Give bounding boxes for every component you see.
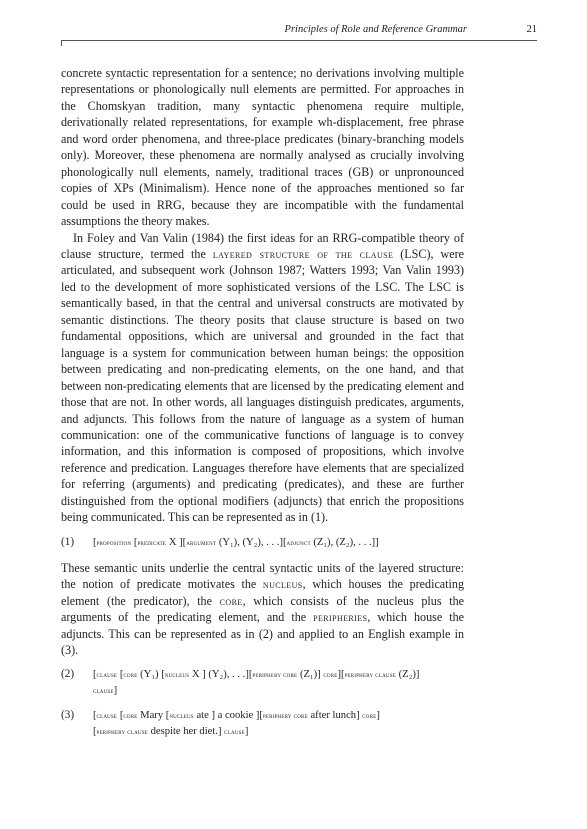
example-2 bbox=[61, 667, 464, 699]
page-number: 21 bbox=[526, 24, 537, 35]
running-header bbox=[61, 20, 537, 38]
example-number: (3) bbox=[61, 709, 75, 722]
paragraph-3: These semantic units underlie the central syntactic units of the layered structure: the notion of predicate motivates the nucleus, which houses the predicating element (the predicator), the core, which consists of the nucleus plus the arguments of the predicating element, and the peripheries, which house the adjuncts. This can be represented as in (2) and applied to an English example in (3). bbox=[61, 560, 465, 657]
example-3 bbox=[61, 708, 464, 740]
main-text bbox=[61, 65, 464, 749]
example-number: (2) bbox=[61, 668, 75, 681]
example-3-bracketing: [clause [core Mary [nucleus ate ] a cookie ][periphery core after lunch] core] [periphery clause despite her diet.] clause] bbox=[93, 710, 380, 738]
running-title: Principles of Role and Reference Grammar bbox=[284, 24, 467, 35]
example-1-bracketing: [proposition [predicate X ][argument (Y₁), (Y₂), . . .][adjunct (Z₁), (Z₂), . . .]] bbox=[93, 536, 379, 548]
example-number: (1) bbox=[61, 535, 75, 548]
term-lsc: layered structure of the clause bbox=[212, 246, 394, 261]
paragraph-2: In Foley and Van Valin (1984) the first ideas for an RRG-compatible theory of clause structure, termed the layered structure of the clause (LSC), were articulated, and subsequent work (Johnson 1987; Watters 1993; Van Valin 1993) led to the development of more sophisticated versions of the LSC. The LSC is semantically based, in that the central and universal constructs are motivated by semantic distinctions. The theory posits that clause structure is based on two fundamental oppositions, which are universal and grounded in the fact that language is a system for communication between human beings: the opposition between predicating and non-predicating elements, on the one hand, and that between non-predicating elements that are licensed by the predicating element and those that are not. In other words, all languages distinguish predicates, arguments, and adjuncts. This follows from the nature of language as a system of human communication: one of the communicative functions of language is to convey information, and this information is composed of propositions, which involve reference and predication. Languages therefore have elements that are specialized for referring (arguments) and predicating (predicates), and these are further distinguished from the optional modifiers (adjuncts) that enrich the propositions being communicated. This can be represented as in (1). bbox=[61, 230, 464, 525]
paragraph-1: concrete syntactic representation for a sentence; no derivations involving multiple representations or phonologically null elements are permitted. For approaches in the Chomskyan tradition, many syntactic phenomena require multiple, derivationally related representations, for example wh-displacement, free phrase and word order phenomena, and three-place predicates (binary-branching models only). Moreover, these phenomena are normally analysed as crucially involving phonologically null elements, namely, traditional traces (GB) or unpronounced copies of XPs (Minimalism). Hence none of the approaches mentioned so far could be used in RRG, because they are incompatible with the fundamental assumptions the theory makes. bbox=[61, 66, 464, 229]
header-rule-tick bbox=[61, 40, 62, 46]
example-1 bbox=[61, 535, 464, 551]
header-rule bbox=[61, 40, 537, 41]
example-2-bracketing: [clause [core (Y₁) [nucleus X ] (Y₂), . . .][periphery core (Z₁)] core][periphery clause (Z₂)] clause] bbox=[93, 669, 420, 697]
